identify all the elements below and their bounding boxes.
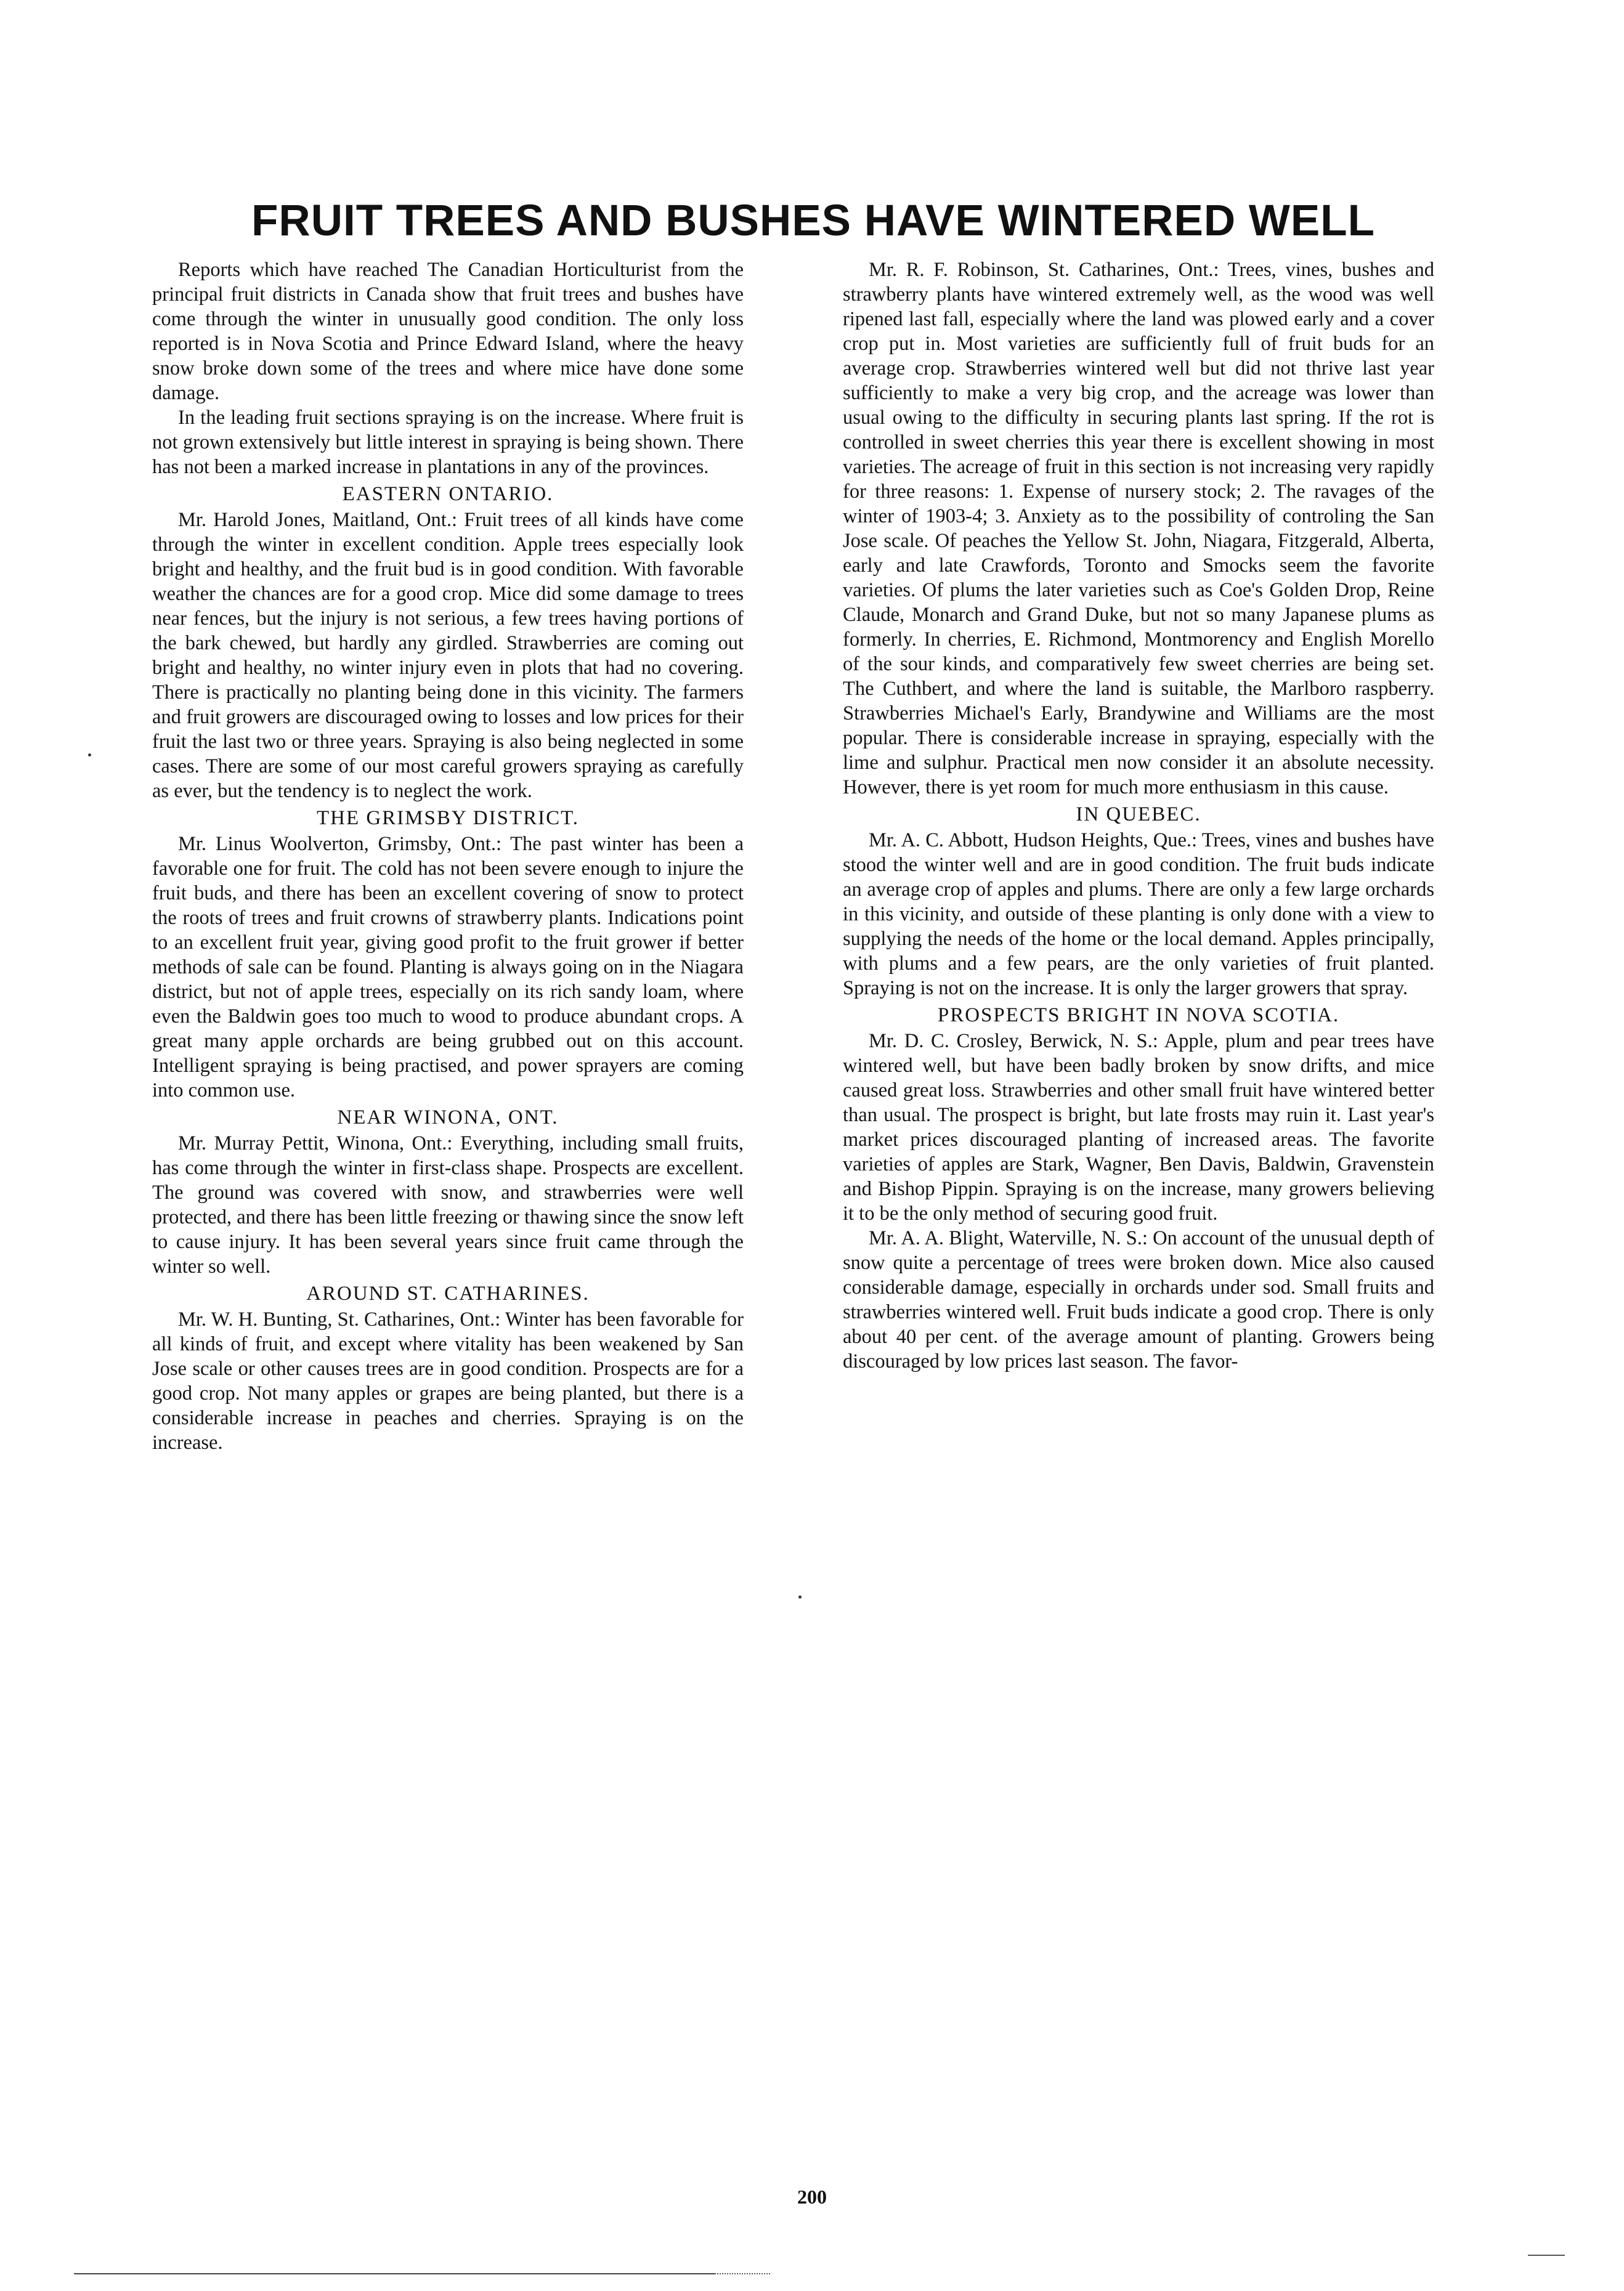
heading-grimsby-district: THE GRIMSBY DISTRICT.: [316, 807, 580, 829]
intro-paragraph-2: In the leading fruit sections spraying is on the increase. Where fruit is not grown extensively but little interest in spraying is being shown. There has not been a marked increase in plantations in any of the provinces.: [152, 407, 744, 478]
paragraph-near-winona: Mr. Murray Pettit, Winona, Ont.: Everything, including small fruits, has come through the winter in first-class shape. Prospects are excellent. The ground was covered with snow, and strawberries were well protected, and there has been little freezing or thawing since the snow left to cause injury. It has been several years since fruit came through the winter so well.: [152, 1132, 744, 1278]
heading-in-quebec: IN QUEBEC.: [1076, 803, 1201, 825]
corner-rule: [1528, 2255, 1565, 2256]
headline: FRUIT TREES AND BUSHES HAVE WINTERED WELL: [251, 197, 1375, 245]
paragraph-around-st-catharines: Mr. W. H. Bunting, St. Catharines, Ont.: Winter has been favorable for all kinds of fruit, and except where vitality has been weakened by San Jose scale or other causes trees are in good condition. Prospects are for a good crop. Not many apples or grapes are being planted, but there is a considerable increase in peaches and cherries. Spraying is on the increase.: [152, 1308, 744, 1454]
heading-eastern-ontario: EASTERN ONTARIO.: [342, 483, 554, 505]
paragraph-eastern-ontario: Mr. Harold Jones, Maitland, Ont.: Fruit trees of all kinds have come through the winter in excellent condition. Apple trees especially look bright and healthy, and the fruit bud is in good condition. With favorable weather the chances are for a good crop. Mice did some damage to trees near fences, but the injury is not serious, a few trees having portions of the bark chewed, but hardly any girdled. Strawberries are coming out bright and healthy, no winter injury even in plots that had no covering. There is practically no planting being done in this vicinity. The farmers and fruit growers are discouraged owing to losses and low prices for their fruit the last two or three years. Spraying is also being neglected in some cases. There are some of our most careful growers spraying as carefully as ever, but the tendency is to neglect the work.: [152, 509, 744, 802]
paragraph-grimsby-district: Mr. Linus Woolverton, Grimsby, Ont.: The past winter has been a favorable one for fruit. The cold has not been severe enough to injure the fruit buds, and there has been an excellent covering of snow to protect the roots of trees and fruit crowns of strawberry plants. Indications point to an excellent fruit year, giving good profit to the fruit grower if better methods of sale can be found. Planting is always going on in the Niagara district, but not of apple trees, especially on its rich sandy loam, where even the Baldwin goes too much to wood to produce abundant crops. A great many apple orchards are being grubbed out on this account. Intelligent spraying is being practised, and power sprayers are coming into common use.: [152, 833, 744, 1101]
scan-speck: [798, 1596, 802, 1599]
right-column: [843, 257, 1434, 1374]
intro-paragraph-1: Reports which have reached The Canadian Horticulturist from the principal fruit districts in Canada show that fruit trees and bushes have come through the winter in unusually good condition. The only loss reported is in Nova Scotia and Prince Edward Island, where the heavy snow broke down some of the trees and where mice have done some damage.: [152, 259, 744, 404]
heading-near-winona: NEAR WINONA, ONT.: [337, 1106, 559, 1129]
paragraph-in-quebec: Mr. A. C. Abbott, Hudson Heights, Que.: Trees, vines and bushes have stood the winter well and are in good condition. The fruit buds indicate an average crop of apples and plums. There are only a few large orchards in this vicinity, and outside of these planting is only done with a view to supplying the needs of the home or the local demand. Apples principally, with plums and a few pears, are the only varieties of fruit planted. Spraying is not on the increase. It is only the larger growers that spray.: [843, 829, 1434, 999]
paragraph-robinson: Mr. R. F. Robinson, St. Catharines, Ont.: Trees, vines, bushes and strawberry plants have wintered extremely well, as the wood was well ripened last fall, especially where the land was plowed early and a cover crop put in. Most varieties are sufficiently full of fruit buds for an average crop. Strawberries wintered well but did not thrive last year sufficiently to make a very big crop, and the acreage was lower than usual owing to the difficulty in securing plants last spring. If the rot is controlled in sweet cherries this year there is excellent showing in most varieties. The acreage of fruit in this section is not increasing very rapidly for three reasons: 1. Expense of nursery stock; 2. The ravages of the winter of 1903-4; 3. Anxiety as to the possibility of controling the San Jose scale. Of peaches the Yellow St. John, Niagara, Fitzgerald, Alberta, early and late Crawfords, Toronto and Smocks seem the favorite varieties. Of plums the later varieties such as Coe's Golden Drop, Reine Claude, Monarch and Grand Duke, but not so many Japanese plums as formerly. In cherries, E. Richmond, Montmorency and English Morello of the sour kinds, and comparatively few sweet cherries are being set. The Cuthbert, and where the land is suitable, the Marlboro raspberry. Strawberries Michael's Early, Brandywine and Williams are the most popular. There is considerable increase in spraying, especially with the lime and sulphur. Practical men now consider it an absolute necessity. However, there is yet room for much more enthusiasm in this cause.: [843, 259, 1434, 798]
scan-speck: [88, 753, 91, 756]
page-number: 200: [797, 2186, 827, 2208]
paragraph-blight: Mr. A. A. Blight, Waterville, N. S.: On account of the unusual depth of snow quite a percentage of trees were broken down. Mice also caused considerable damage, especially in orchards under sod. Small fruits and strawberries wintered well. Fruit buds indicate a good crop. There is only about 40 per cent. of the average amount of planting. Growers being discouraged by low prices last season. The favor-: [843, 1227, 1434, 1373]
left-column: [152, 257, 744, 1455]
bottom-dotted-rule: [715, 2273, 770, 2276]
heading-nova-scotia: PROSPECTS BRIGHT IN NOVA SCOTIA.: [937, 1004, 1340, 1026]
paragraph-crosley: Mr. D. C. Crosley, Berwick, N. S.: Apple, plum and pear trees have wintered well, but have been badly broken by snow drifts, and mice caused great loss. Strawberries and other small fruit have wintered better than usual. The prospect is bright, but late frosts may ruin it. Last year's market prices discouraged planting of increased areas. The favorite varieties of apples are Stark, Wagner, Ben Davis, Baldwin, Gravenstein and Bishop Pippin. Spraying is on the increase, many growers believing it to be the only method of securing good fruit.: [843, 1030, 1434, 1225]
heading-around-st-catharines: AROUND ST. CATHARINES.: [306, 1283, 590, 1305]
bottom-rule: [74, 2273, 715, 2274]
